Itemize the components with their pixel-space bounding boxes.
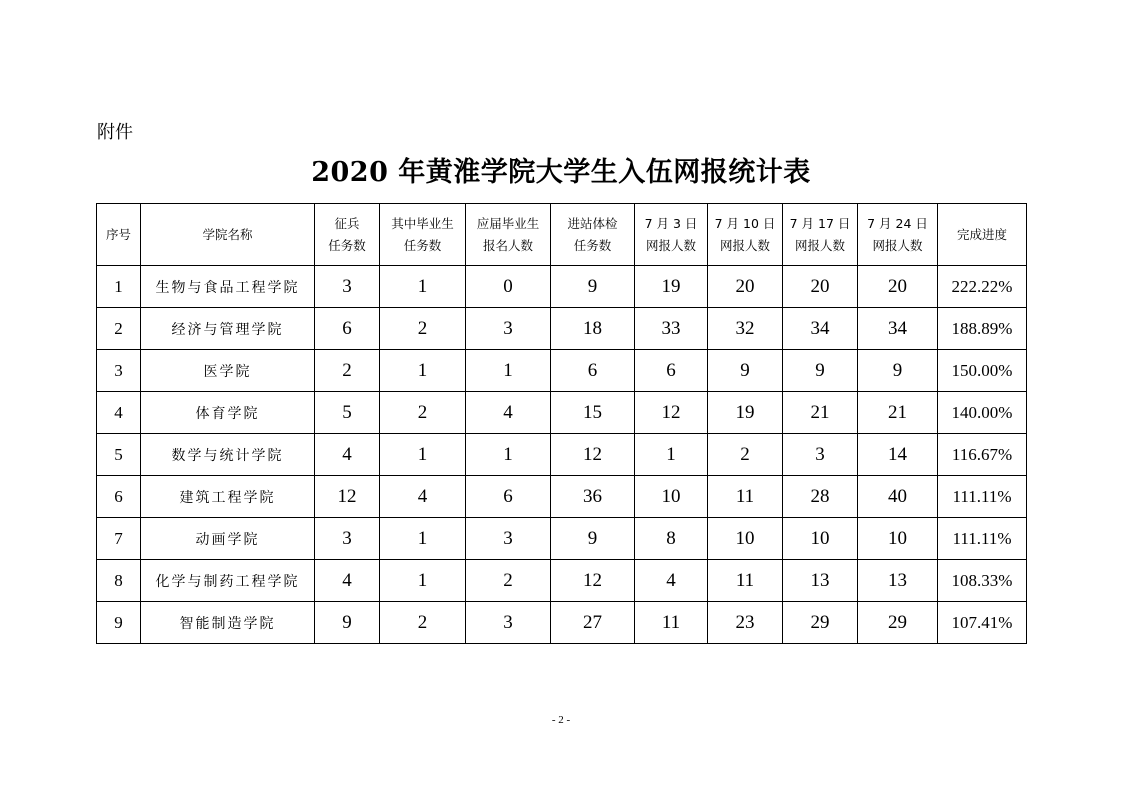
- cell-college-name: 智能制造学院: [141, 602, 315, 644]
- header-line-2: 网报人数: [645, 237, 696, 253]
- cell-jul-17: 20: [783, 266, 858, 308]
- cell-college-name: 建筑工程学院: [141, 476, 315, 518]
- cell-index: 9: [97, 602, 141, 644]
- header-graduate-quota: [380, 204, 466, 266]
- cell-jul-17: 3: [783, 434, 858, 476]
- header-line-1: 完成进度: [956, 226, 1007, 242]
- cell-index: 8: [97, 560, 141, 602]
- cell-medical-exam-quota: 12: [551, 560, 635, 602]
- header-index: [97, 204, 141, 266]
- header-line-2: 任务数: [573, 237, 612, 253]
- cell-medical-exam-quota: 6: [551, 350, 635, 392]
- cell-graduate-quota: 2: [380, 308, 466, 350]
- cell-jul-24: 9: [858, 350, 938, 392]
- cell-graduate-registrations: 1: [466, 350, 551, 392]
- cell-graduate-quota: 1: [380, 560, 466, 602]
- cell-graduate-registrations: 3: [466, 518, 551, 560]
- cell-jul-3: 11: [635, 602, 708, 644]
- cell-graduate-registrations: 6: [466, 476, 551, 518]
- cell-jul-10: 9: [708, 350, 783, 392]
- cell-graduate-registrations: 4: [466, 392, 551, 434]
- header-line-1: 7 月 24 日: [867, 215, 928, 231]
- cell-college-name: 生物与食品工程学院: [141, 266, 315, 308]
- cell-jul-17: 29: [783, 602, 858, 644]
- cell-graduate-registrations: 2: [466, 560, 551, 602]
- cell-jul-3: 8: [635, 518, 708, 560]
- header-line-1: 进站体检: [567, 215, 618, 231]
- cell-enlist-quota: 2: [315, 350, 380, 392]
- table-row: [97, 350, 1027, 392]
- table-row: [97, 308, 1027, 350]
- header-line-2: 报名人数: [482, 237, 533, 253]
- cell-index: 6: [97, 476, 141, 518]
- cell-jul-10: 20: [708, 266, 783, 308]
- table-body: [97, 266, 1027, 644]
- cell-medical-exam-quota: 18: [551, 308, 635, 350]
- cell-completion-rate: 150.00%: [938, 350, 1027, 392]
- cell-completion-rate: 116.67%: [938, 434, 1027, 476]
- cell-graduate-quota: 2: [380, 602, 466, 644]
- header-jul-10-registrations: [708, 204, 783, 266]
- cell-graduate-registrations: 1: [466, 434, 551, 476]
- cell-completion-rate: 111.11%: [938, 476, 1027, 518]
- cell-index: 7: [97, 518, 141, 560]
- cell-medical-exam-quota: 9: [551, 518, 635, 560]
- cell-completion-rate: 140.00%: [938, 392, 1027, 434]
- cell-graduate-quota: 1: [380, 266, 466, 308]
- cell-index: 2: [97, 308, 141, 350]
- table-row: [97, 434, 1027, 476]
- cell-graduate-quota: 1: [380, 518, 466, 560]
- cell-graduate-quota: 4: [380, 476, 466, 518]
- cell-jul-10: 10: [708, 518, 783, 560]
- attachment-label: 附件: [97, 122, 133, 143]
- cell-college-name: 体育学院: [141, 392, 315, 434]
- cell-college-name: 经济与管理学院: [141, 308, 315, 350]
- cell-jul-24: 14: [858, 434, 938, 476]
- cell-enlist-quota: 5: [315, 392, 380, 434]
- cell-enlist-quota: 4: [315, 434, 380, 476]
- cell-index: 3: [97, 350, 141, 392]
- header-line-1: 应届毕业生: [476, 215, 540, 231]
- cell-medical-exam-quota: 12: [551, 434, 635, 476]
- table-row: [97, 560, 1027, 602]
- header-medical-exam-quota: [551, 204, 635, 266]
- cell-college-name: 数学与统计学院: [141, 434, 315, 476]
- cell-jul-17: 34: [783, 308, 858, 350]
- header-jul-24-registrations: [858, 204, 938, 266]
- cell-college-name: 化学与制药工程学院: [141, 560, 315, 602]
- cell-graduate-quota: 1: [380, 434, 466, 476]
- cell-jul-24: 20: [858, 266, 938, 308]
- cell-enlist-quota: 3: [315, 518, 380, 560]
- cell-jul-24: 10: [858, 518, 938, 560]
- cell-medical-exam-quota: 27: [551, 602, 635, 644]
- cell-jul-3: 1: [635, 434, 708, 476]
- document-title: 2020 年黄淮学院大学生入伍网报统计表: [311, 157, 811, 188]
- cell-college-name: 动画学院: [141, 518, 315, 560]
- cell-jul-24: 21: [858, 392, 938, 434]
- header-line-1: 7 月 17 日: [789, 215, 851, 231]
- cell-medical-exam-quota: 36: [551, 476, 635, 518]
- cell-jul-17: 10: [783, 518, 858, 560]
- cell-graduate-registrations: 3: [466, 602, 551, 644]
- header-line-2: 网报人数: [719, 237, 770, 253]
- cell-index: 1: [97, 266, 141, 308]
- enlistment-statistics-table: [96, 203, 1027, 644]
- cell-jul-10: 23: [708, 602, 783, 644]
- cell-enlist-quota: 6: [315, 308, 380, 350]
- cell-jul-17: 28: [783, 476, 858, 518]
- cell-enlist-quota: 4: [315, 560, 380, 602]
- cell-medical-exam-quota: 15: [551, 392, 635, 434]
- cell-completion-rate: 222.22%: [938, 266, 1027, 308]
- cell-graduate-registrations: 3: [466, 308, 551, 350]
- header-enlist-quota: [315, 204, 380, 266]
- header-college-name: [141, 204, 315, 266]
- cell-jul-10: 2: [708, 434, 783, 476]
- cell-jul-24: 40: [858, 476, 938, 518]
- cell-enlist-quota: 12: [315, 476, 380, 518]
- cell-graduate-registrations: 0: [466, 266, 551, 308]
- cell-enlist-quota: 3: [315, 266, 380, 308]
- cell-jul-3: 10: [635, 476, 708, 518]
- table-header-row: [97, 204, 1027, 266]
- cell-jul-17: 21: [783, 392, 858, 434]
- cell-jul-10: 11: [708, 476, 783, 518]
- table-row: [97, 266, 1027, 308]
- table-row: [97, 476, 1027, 518]
- cell-jul-10: 19: [708, 392, 783, 434]
- header-line-2: 网报人数: [794, 237, 845, 253]
- cell-jul-24: 13: [858, 560, 938, 602]
- cell-jul-10: 11: [708, 560, 783, 602]
- cell-jul-10: 32: [708, 308, 783, 350]
- cell-index: 4: [97, 392, 141, 434]
- header-line-2: 网报人数: [872, 237, 923, 253]
- cell-jul-17: 13: [783, 560, 858, 602]
- table-row: [97, 518, 1027, 560]
- header-line-1: 征兵: [334, 215, 360, 231]
- cell-jul-24: 29: [858, 602, 938, 644]
- cell-jul-3: 6: [635, 350, 708, 392]
- cell-completion-rate: 108.33%: [938, 560, 1027, 602]
- header-line-1: 序号: [105, 226, 131, 242]
- table-row: [97, 602, 1027, 644]
- header-completion-rate: [938, 204, 1027, 266]
- header-line-2: 任务数: [328, 237, 366, 253]
- header-line-1: 学院名称: [202, 226, 253, 242]
- cell-jul-3: 12: [635, 392, 708, 434]
- cell-graduate-quota: 1: [380, 350, 466, 392]
- header-line-1: 其中毕业生: [391, 215, 454, 231]
- header-jul-3-registrations: [635, 204, 708, 266]
- header-line-2: 任务数: [403, 237, 442, 253]
- cell-jul-3: 4: [635, 560, 708, 602]
- cell-jul-17: 9: [783, 350, 858, 392]
- header-graduate-registrations: [466, 204, 551, 266]
- header-line-1: 7 月 10 日: [714, 215, 776, 231]
- table-row: [97, 392, 1027, 434]
- page-number: - 2 -: [551, 714, 571, 726]
- cell-completion-rate: 111.11%: [938, 518, 1027, 560]
- cell-college-name: 医学院: [141, 350, 315, 392]
- cell-jul-24: 34: [858, 308, 938, 350]
- header-line-1: 7 月 3 日: [644, 215, 698, 231]
- cell-index: 5: [97, 434, 141, 476]
- cell-medical-exam-quota: 9: [551, 266, 635, 308]
- cell-jul-3: 19: [635, 266, 708, 308]
- cell-enlist-quota: 9: [315, 602, 380, 644]
- cell-jul-3: 33: [635, 308, 708, 350]
- cell-completion-rate: 107.41%: [938, 602, 1027, 644]
- cell-graduate-quota: 2: [380, 392, 466, 434]
- cell-completion-rate: 188.89%: [938, 308, 1027, 350]
- header-jul-17-registrations: [783, 204, 858, 266]
